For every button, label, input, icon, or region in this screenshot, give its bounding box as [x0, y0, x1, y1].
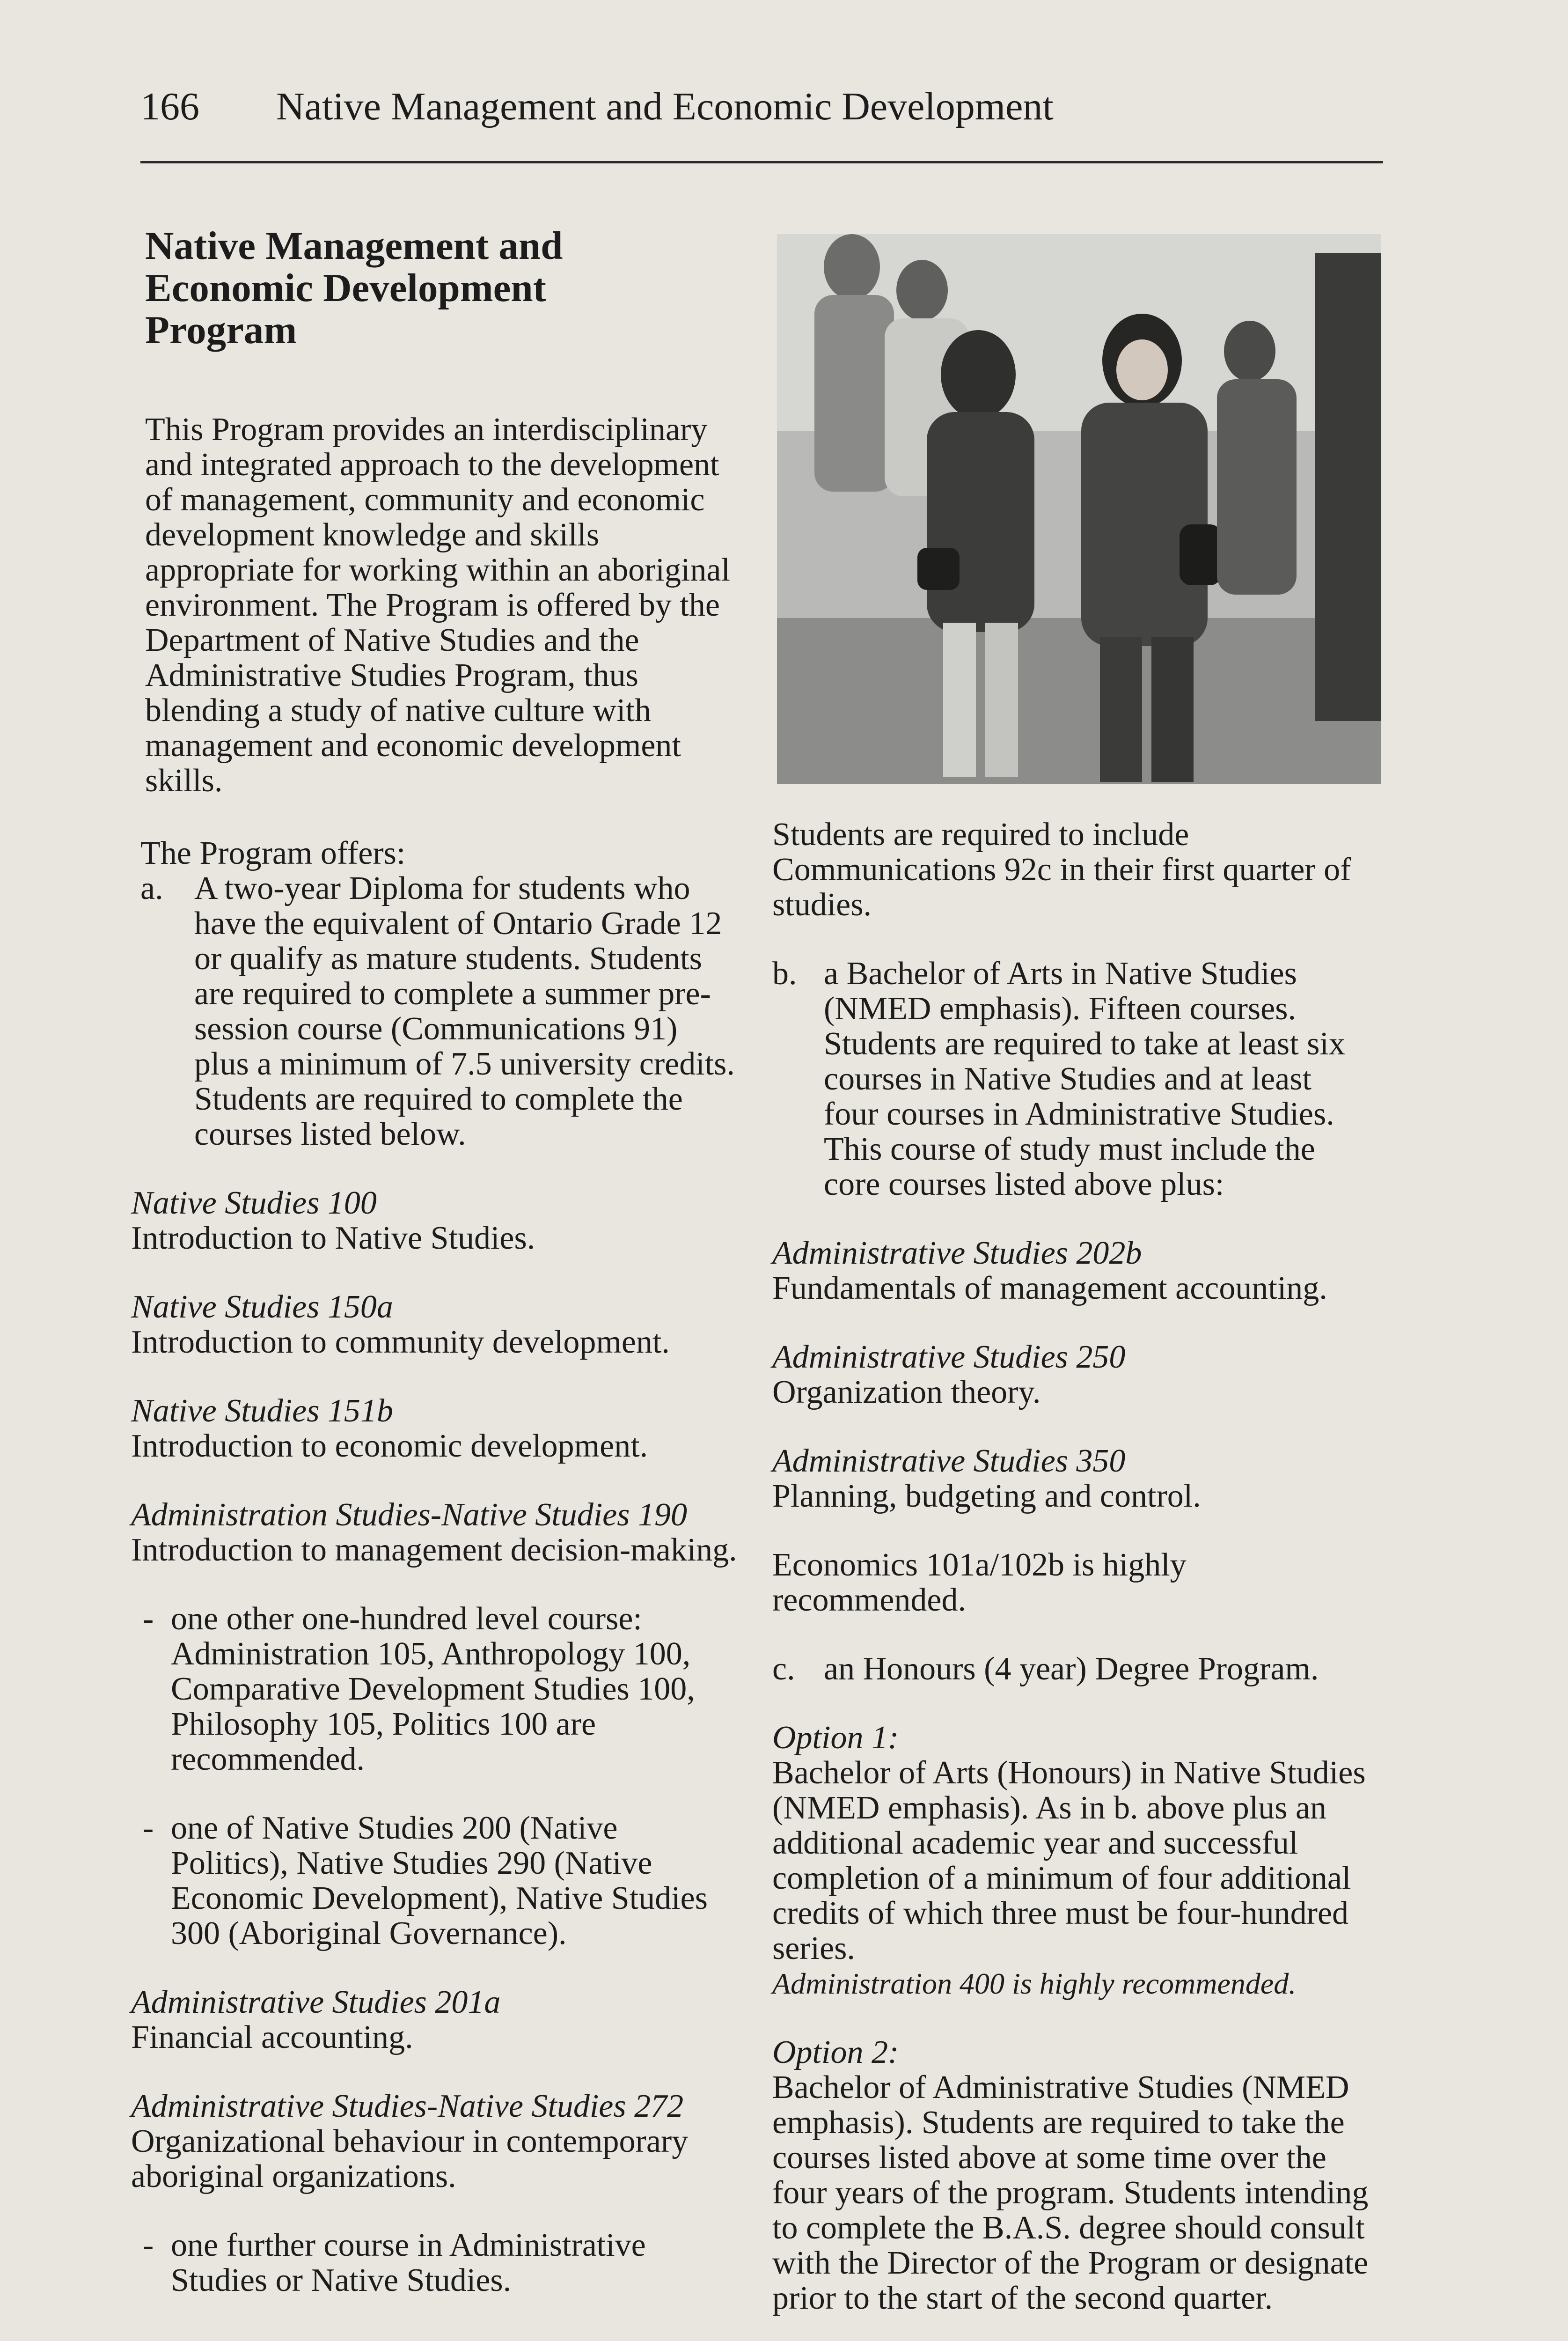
course-description: Planning, budgeting and control.: [772, 1478, 1201, 1514]
course-name: Native Studies 100: [131, 1185, 377, 1221]
course-name: Administrative Studies 202b: [772, 1235, 1142, 1271]
course-name: Native Studies 150a: [131, 1289, 393, 1325]
course-name: Administrative Studies-Native Studies 272: [131, 2088, 684, 2124]
course-name: Administrative Studies 250: [772, 1339, 1126, 1375]
course-description: Organization theory.: [772, 1374, 1041, 1410]
offer-text: an Honours (4 year) Degree Program.: [824, 1651, 1319, 1687]
requirement-text: one of Native Studies 200 (Native Politics), Native Studies 290 (Native Economic Development), Native Studies 300 (Aboriginal Governance).: [171, 1810, 708, 1951]
course-block: [772, 1236, 1371, 1306]
dash-marker: -: [143, 1601, 154, 1637]
requirement-item: [143, 2228, 740, 2298]
course-description: Fundamentals of management accounting.: [772, 1270, 1327, 1306]
option-text: Bachelor of Arts (Honours) in Native Studies (NMED emphasis). As in b. above plus an additional academic year and successful completion of a minimum of four additional credits of which three must be four-hundred series.: [772, 1755, 1366, 1966]
header-rule: [140, 161, 1383, 163]
requirement-item: [143, 1811, 740, 1951]
offers-heading: The Program offers:: [140, 835, 406, 871]
economics-note: Economics 101a/102b is highly recommended.: [772, 1547, 1187, 1618]
offer-text: A two-year Diploma for students who have the equivalent of Ontario Grade 12 or qualify as mature students. Students are required to complete a summer pre-session course (Communications 91) plus a minimum of 7.5 university credits. Students are required to complete the courses listed below.: [194, 870, 735, 1152]
course-description: Introduction to Native Studies.: [131, 1220, 535, 1256]
course-block: [131, 1185, 740, 1256]
requirement-item: [143, 1601, 740, 1777]
running-title: Native Management and Economic Development: [276, 85, 1054, 128]
requirement-text: one further course in Administrative Studies or Native Studies.: [171, 2227, 646, 2298]
course-name: Administrative Studies 201a: [131, 1984, 501, 2020]
course-block: [772, 1443, 1371, 1514]
course-description: Introduction to community development.: [131, 1324, 670, 1360]
page-number: 166: [140, 85, 199, 128]
option-label: Option 1:: [772, 1720, 899, 1756]
offer-item-c: [772, 1651, 1371, 1686]
communications-note-text: Students are required to include Communications 92c in their first quarter of studies.: [772, 817, 1351, 923]
course-description: Financial accounting.: [131, 2019, 413, 2055]
course-block: [772, 1340, 1371, 1410]
left-column: [131, 225, 740, 2298]
requirement-text: one other one-hundred level course: Administration 105, Anthropology 100, Comparative Development Studies 100, Philosophy 105, Politics 100 are recommended.: [171, 1601, 695, 1777]
course-name: Administrative Studies 350: [772, 1443, 1126, 1479]
course-description: Introduction to economic development.: [131, 1428, 648, 1464]
photo-illustration: [777, 234, 1381, 784]
offer-marker: c.: [772, 1651, 795, 1687]
offer-item-b: [772, 956, 1371, 1202]
running-header: [140, 85, 1385, 128]
option-recommendation: Administration 400 is highly recommended.: [772, 1967, 1297, 2000]
students-walking-photo: [777, 234, 1381, 784]
course-block: [131, 2089, 740, 2194]
course-description: Organizational behaviour in contemporary aboriginal organizations.: [131, 2123, 689, 2194]
offer-marker: a.: [140, 870, 163, 906]
course-name: Administration Studies-Native Studies 190: [131, 1497, 687, 1533]
section-title: Native Management and Economic Development Program: [145, 224, 563, 352]
dash-marker: -: [143, 2227, 154, 2263]
communications-note: [772, 817, 1371, 922]
course-name: Native Studies 151b: [131, 1393, 393, 1429]
course-block: [131, 1289, 740, 1360]
offer-item-a: [140, 871, 740, 1152]
course-block: [131, 1497, 740, 1568]
option-1-block: [772, 1720, 1371, 2001]
option-label: Option 2:: [772, 2034, 899, 2070]
intro-paragraph: This Program provides an interdisciplinary and integrated approach to the development of management, community and economic development knowledge and skills appropriate for working within an aboriginal environment. The Program is offered by the Department of Native Studies and the Administrative Studies Program, thus blending a study of native culture with management and economic development skills.: [145, 412, 730, 799]
course-description: Introduction to management decision-making.: [131, 1532, 737, 1568]
dash-marker: -: [143, 1810, 154, 1846]
course-block: [131, 1985, 740, 2055]
right-column: [772, 817, 1371, 2316]
option-text: Bachelor of Administrative Studies (NMED emphasis). Students are required to take the courses listed above at some time over the four years of the program. Students intending to complete the B.A.S. degree should consult with the Director of the Program or designate prior to the start of the second quarter.: [772, 2069, 1369, 2316]
course-block: [131, 1393, 740, 1464]
offer-marker: b.: [772, 956, 797, 992]
option-2-block: [772, 2035, 1371, 2316]
offer-text: a Bachelor of Arts in Native Studies (NMED emphasis). Fifteen courses. Students are required to take at least six courses in Native Studies and at least four courses in Administrative Studies. This course of study must include the core courses listed above plus:: [824, 956, 1345, 1202]
